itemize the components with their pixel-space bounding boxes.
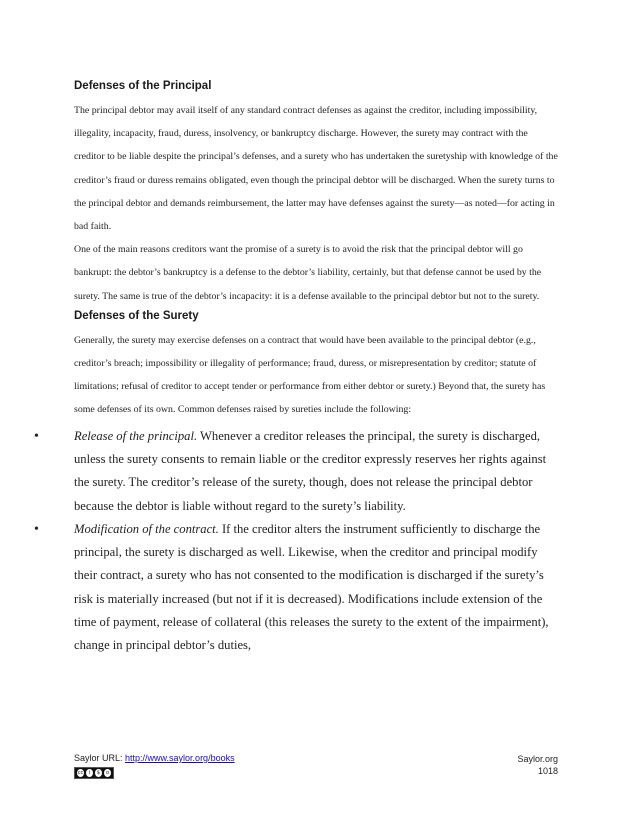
page-number: 1018 (537, 766, 558, 776)
paragraph-surety-defenses: Generally, the surety may exercise defenses on a contract that would have been available to the principal debtor (e.g., creditor’s breach; impossibility or illegality of performance; fraud, duress, or misrepresentation by creditor; statute of limitations; refusal of creditor to accept tender or performance from either debtor or surety.) Beyond that, the surety has some defenses of its own. Common defenses raised by sureties include the following: (74, 334, 546, 416)
bullet-icon: • (34, 521, 39, 537)
footer-url-label: Saylor URL: (74, 753, 126, 763)
list-item-term: Modification of the contract. (74, 521, 219, 536)
footer-site: Saylor.org (517, 754, 558, 764)
list-item (34, 425, 558, 518)
saylor-books-link[interactable]: http://www.saylor.org/books (125, 753, 235, 763)
section-heading-principal: Defenses of the Principal (74, 80, 212, 92)
list-item-text: Whenever a creditor releases the principal, the surety is discharged, unless the surety consents to remain liable or the creditor expressly reserves her rights against the surety. The creditor’s release of the surety, though, does not release the principal debtor because the debtor is liable without regard to the surety’s liability. (74, 428, 547, 513)
defenses-list (34, 425, 558, 658)
creative-commons-by-nc-sa-icon: cc i $ o (74, 767, 114, 779)
list-item-text: If the creditor alters the instrument sufficiently to discharge the principal, the surety is discharged as well. Likewise, when the creditor and principal modify their contract, a surety who has not consented to the modification is discharged if the surety’s risk is materially increased (but not if it is decreased). Modifications include extension of the time of payment, release of collateral (this releases the surety to the extent of the impairment), change in principal debtor’s duties, (74, 521, 549, 653)
page-content (34, 79, 558, 658)
list-item (34, 518, 558, 658)
footer-url (74, 753, 235, 763)
footer-right (517, 753, 558, 777)
paragraph-creditor-reasons: One of the main reasons creditors want the promise of a surety is to avoid the risk that the principal debtor will go bankrupt: the debtor’s bankruptcy is a defense to the debtor’s liability, certainly, but that defense cannot be used by the surety. The same is true of the debtor’s incapacity: it is a defense available to the principal debtor but not to the surety. (74, 244, 542, 302)
paragraph-principal-defenses: The principal debtor may avail itself of any standard contract defenses as against the creditor, including impossibility, illegality, incapacity, fraud, duress, insolvency, or bankruptcy discharge. However, the surety may contract with the creditor to be liable despite the principal’s defenses, and a surety who has undertaken the suretyship with knowledge of the creditor’s fraud or duress remains obligated, even though the principal debtor will be discharged. When the surety turns to the principal debtor and demands reimbursement, the latter may have defenses against the surety—as noted—for acting in bad faith. (74, 105, 558, 233)
bullet-icon: • (34, 428, 39, 444)
section-heading-surety: Defenses of the Surety (74, 309, 199, 322)
list-item-term: Release of the principal. (74, 428, 198, 443)
